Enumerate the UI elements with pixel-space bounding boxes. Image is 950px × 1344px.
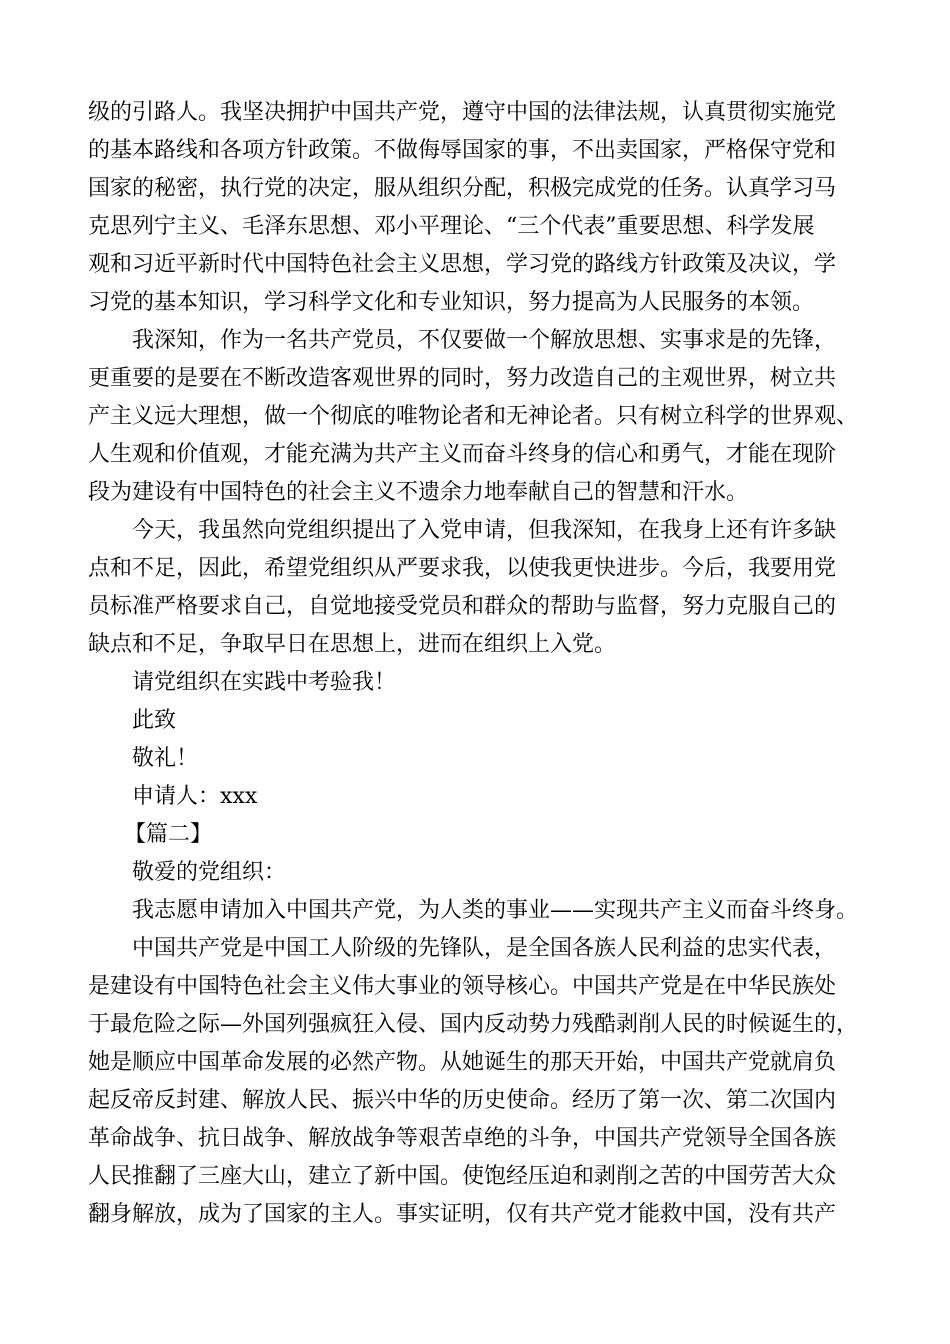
paragraph-line: 起反帝反封建、解放人民、振兴中华的历史使命。经历了第一次、第二次国内 [88,1088,837,1113]
section-heading: 【篇二】 [124,822,213,847]
paragraph-line: 员标准严格要求自己，自觉地接受党员和群众的帮助与监督，努力克服自己的 [88,594,837,619]
paragraph-line: 是建设有中国特色社会主义伟大事业的领导核心。中国共产党是在中华民族处 [88,974,837,999]
salutation: 敬爱的党组织： [132,860,287,885]
paragraph-line: 观和习近平新时代中国特色社会主义思想，学习党的路线方针政策及决议，学 [88,252,837,277]
paragraph-line: 我志愿申请加入中国共产党，为人类的事业——实现共产主义而奋斗终身。 [132,898,859,923]
paragraph-line: 级的引路人。我坚决拥护中国共产党，遵守中国的法律法规，认真贯彻实施党 [88,100,837,125]
paragraph-line: 于最危险之际—外国列强疯狂入侵、国内反动势力残酷剥削人民的时候诞生的， [88,1012,859,1037]
paragraph-line: 国家的秘密，执行党的决定，服从组织分配，积极完成党的任务。认真学习马 [88,176,837,201]
paragraph-line: 我深知，作为一名共产党员，不仅要做一个解放思想、实事求是的先锋， [132,328,837,353]
paragraph-line: 人民推翻了三座大山，建立了新中国。使饱经压迫和剥削之苦的中国劳苦大众 [88,1164,837,1189]
paragraph-line: 克思列宁主义、毛泽东思想、邓小平理论、“三个代表”重要思想、科学发展 [88,214,815,239]
applicant-signature: 申请人：xxx [132,784,258,809]
paragraph-line: 人生观和价值观，才能充满为共产主义而奋斗终身的信心和勇气，才能在现阶 [88,442,837,467]
paragraph-line: 产主义远大理想，做一个彻底的唯物论者和无神论者。只有树立科学的世界观、 [88,404,859,429]
closing-ci-zhi: 此致 [132,708,177,733]
paragraph-line: 段为建设有中国特色的社会主义不遗余力地奉献自己的智慧和汗水。 [88,480,749,505]
closing-jing-li: 敬礼！ [132,746,199,771]
document-body [88,94,888,1234]
paragraph-line: 翻身解放，成为了国家的主人。事实证明，仅有共产党才能救中国，没有共产 [88,1202,837,1227]
paragraph-line: 她是顺应中国革命发展的必然产物。从她诞生的那天开始，中国共产党就肩负 [88,1050,837,1075]
paragraph-line: 缺点和不足，争取早日在思想上，进而在组织上入党。 [88,632,617,657]
paragraph-line: 的基本路线和各项方针政策。不做侮辱国家的事，不出卖国家，严格保守党和 [88,138,837,163]
paragraph-line: 中国共产党是中国工人阶级的先锋队，是全国各族人民利益的忠实代表， [132,936,837,961]
paragraph-line: 今天，我虽然向党组织提出了入党申请，但我深知，在我身上还有许多缺 [132,518,837,543]
paragraph-line: 点和不足，因此，希望党组织从严要求我，以使我更快进步。今后，我要用党 [88,556,837,581]
paragraph-line: 更重要的是要在不断改造客观世界的同时，努力改造自己的主观世界，树立共 [88,366,837,391]
closing-request: 请党组织在实践中考验我！ [132,670,397,695]
paragraph-line: 革命战争、抗日战争、解放战争等艰苦卓绝的斗争，中国共产党领导全国各族 [88,1126,837,1151]
paragraph-line: 习党的基本知识，学习科学文化和专业知识，努力提高为人民服务的本领。 [88,290,815,315]
